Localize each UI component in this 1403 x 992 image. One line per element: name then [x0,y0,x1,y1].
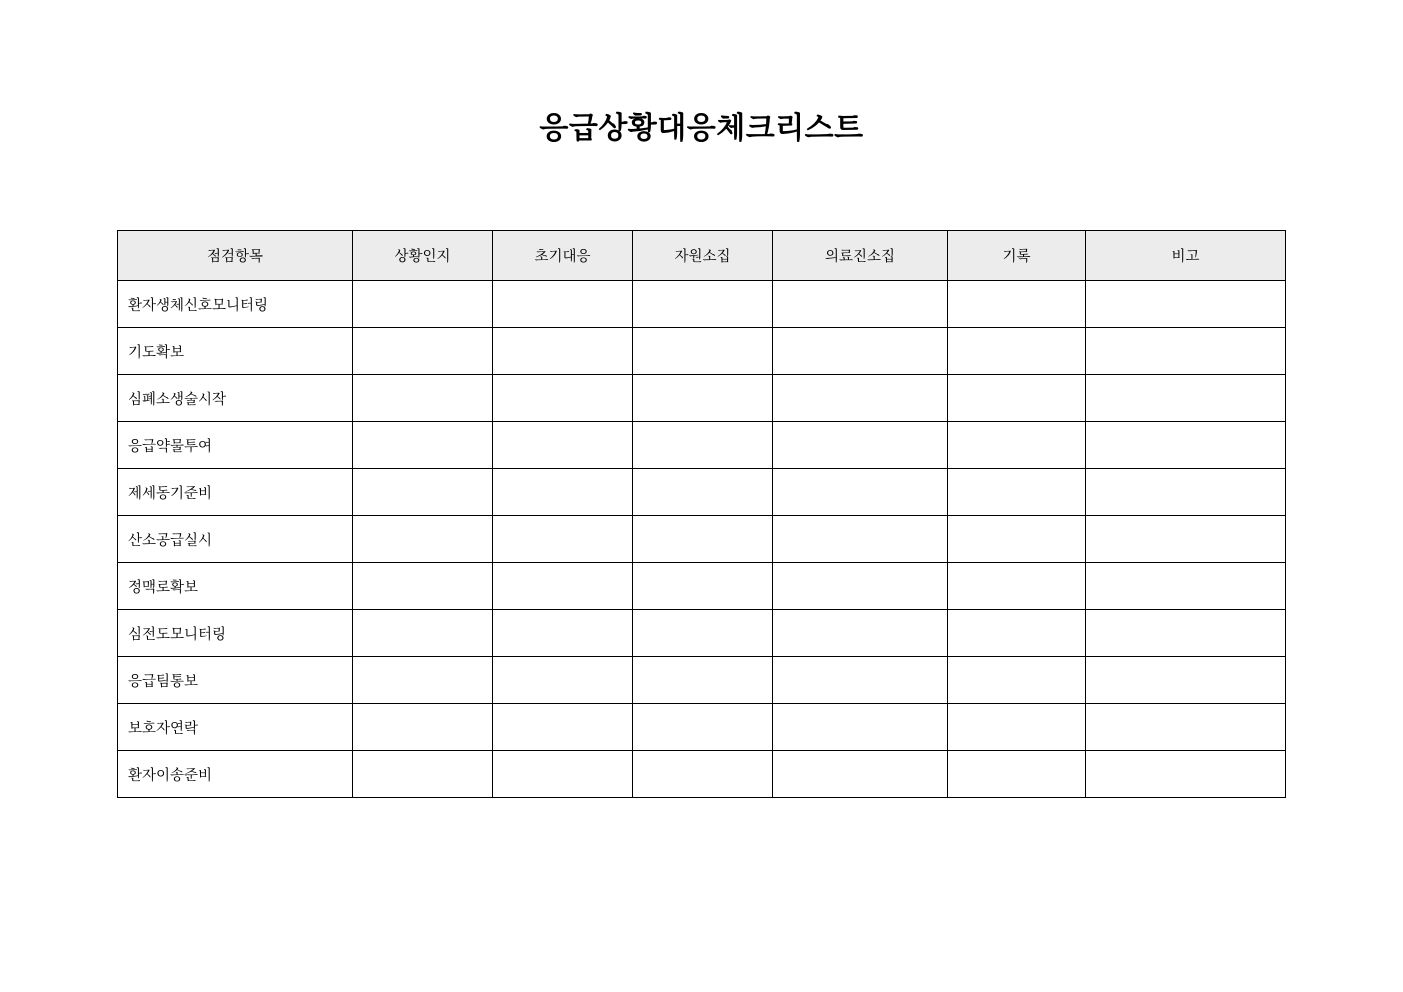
table-row [118,281,1286,328]
column-header-remarks: 비고 [1086,231,1286,281]
table-row [118,469,1286,516]
cell-medical-staff-call[interactable] [773,328,948,375]
cell-resource-mobilization[interactable] [633,657,773,704]
column-header-record: 기록 [948,231,1086,281]
cell-record[interactable] [948,657,1086,704]
cell-remarks[interactable] [1086,657,1286,704]
table-row [118,610,1286,657]
checklist-item-label: 환자생체신호모니터링 [118,281,353,328]
table-row [118,657,1286,704]
column-header-situation-awareness: 상황인지 [353,231,493,281]
checklist-item-label: 응급약물투여 [118,422,353,469]
cell-remarks[interactable] [1086,469,1286,516]
cell-initial-response[interactable] [493,281,633,328]
cell-remarks[interactable] [1086,516,1286,563]
table-row [118,422,1286,469]
cell-remarks[interactable] [1086,281,1286,328]
cell-situation-awareness[interactable] [353,469,493,516]
cell-resource-mobilization[interactable] [633,281,773,328]
cell-situation-awareness[interactable] [353,751,493,798]
cell-record[interactable] [948,375,1086,422]
cell-situation-awareness[interactable] [353,375,493,422]
table-row [118,751,1286,798]
cell-situation-awareness[interactable] [353,281,493,328]
cell-initial-response[interactable] [493,704,633,751]
checklist-item-label: 응급팀통보 [118,657,353,704]
checklist-table-container [117,230,1285,798]
checklist-item-label: 심전도모니터링 [118,610,353,657]
checklist-item-label: 산소공급실시 [118,516,353,563]
cell-resource-mobilization[interactable] [633,610,773,657]
table-row [118,563,1286,610]
cell-initial-response[interactable] [493,563,633,610]
cell-resource-mobilization[interactable] [633,751,773,798]
cell-record[interactable] [948,751,1086,798]
cell-resource-mobilization[interactable] [633,516,773,563]
checklist-item-label: 보호자연락 [118,704,353,751]
cell-resource-mobilization[interactable] [633,469,773,516]
checklist-item-label: 기도확보 [118,328,353,375]
cell-initial-response[interactable] [493,610,633,657]
table-header-row [118,231,1286,281]
cell-situation-awareness[interactable] [353,610,493,657]
cell-record[interactable] [948,610,1086,657]
cell-situation-awareness[interactable] [353,422,493,469]
cell-initial-response[interactable] [493,751,633,798]
checklist-item-label: 제세동기준비 [118,469,353,516]
cell-situation-awareness[interactable] [353,563,493,610]
cell-remarks[interactable] [1086,375,1286,422]
cell-remarks[interactable] [1086,704,1286,751]
cell-initial-response[interactable] [493,516,633,563]
checklist-item-label: 심폐소생술시작 [118,375,353,422]
cell-resource-mobilization[interactable] [633,328,773,375]
column-header-medical-staff-call: 의료진소집 [773,231,948,281]
table-body [118,281,1286,798]
column-header-initial-response: 초기대응 [493,231,633,281]
cell-medical-staff-call[interactable] [773,422,948,469]
cell-medical-staff-call[interactable] [773,704,948,751]
cell-resource-mobilization[interactable] [633,704,773,751]
cell-medical-staff-call[interactable] [773,281,948,328]
cell-initial-response[interactable] [493,469,633,516]
table-row [118,516,1286,563]
table-header [118,231,1286,281]
cell-remarks[interactable] [1086,422,1286,469]
cell-record[interactable] [948,563,1086,610]
cell-medical-staff-call[interactable] [773,610,948,657]
cell-remarks[interactable] [1086,328,1286,375]
cell-medical-staff-call[interactable] [773,657,948,704]
page-title: 응급상황대응체크리스트 [539,112,864,145]
column-header-resource-mobilization: 자원소집 [633,231,773,281]
cell-situation-awareness[interactable] [353,516,493,563]
table-row [118,375,1286,422]
cell-resource-mobilization[interactable] [633,422,773,469]
cell-medical-staff-call[interactable] [773,469,948,516]
cell-initial-response[interactable] [493,375,633,422]
cell-record[interactable] [948,422,1086,469]
cell-remarks[interactable] [1086,563,1286,610]
cell-medical-staff-call[interactable] [773,563,948,610]
cell-record[interactable] [948,328,1086,375]
checklist-item-label: 환자이송준비 [118,751,353,798]
cell-medical-staff-call[interactable] [773,751,948,798]
cell-situation-awareness[interactable] [353,657,493,704]
cell-record[interactable] [948,516,1086,563]
cell-situation-awareness[interactable] [353,704,493,751]
cell-remarks[interactable] [1086,610,1286,657]
cell-resource-mobilization[interactable] [633,375,773,422]
cell-medical-staff-call[interactable] [773,375,948,422]
cell-initial-response[interactable] [493,422,633,469]
cell-record[interactable] [948,281,1086,328]
column-header-item: 점검항목 [118,231,353,281]
table-row [118,704,1286,751]
cell-medical-staff-call[interactable] [773,516,948,563]
cell-initial-response[interactable] [493,328,633,375]
cell-remarks[interactable] [1086,751,1286,798]
cell-record[interactable] [948,469,1086,516]
cell-initial-response[interactable] [493,657,633,704]
cell-situation-awareness[interactable] [353,328,493,375]
cell-record[interactable] [948,704,1086,751]
table-row [118,328,1286,375]
cell-resource-mobilization[interactable] [633,563,773,610]
emergency-response-checklist-table [117,230,1286,798]
checklist-item-label: 정맥로확보 [118,563,353,610]
